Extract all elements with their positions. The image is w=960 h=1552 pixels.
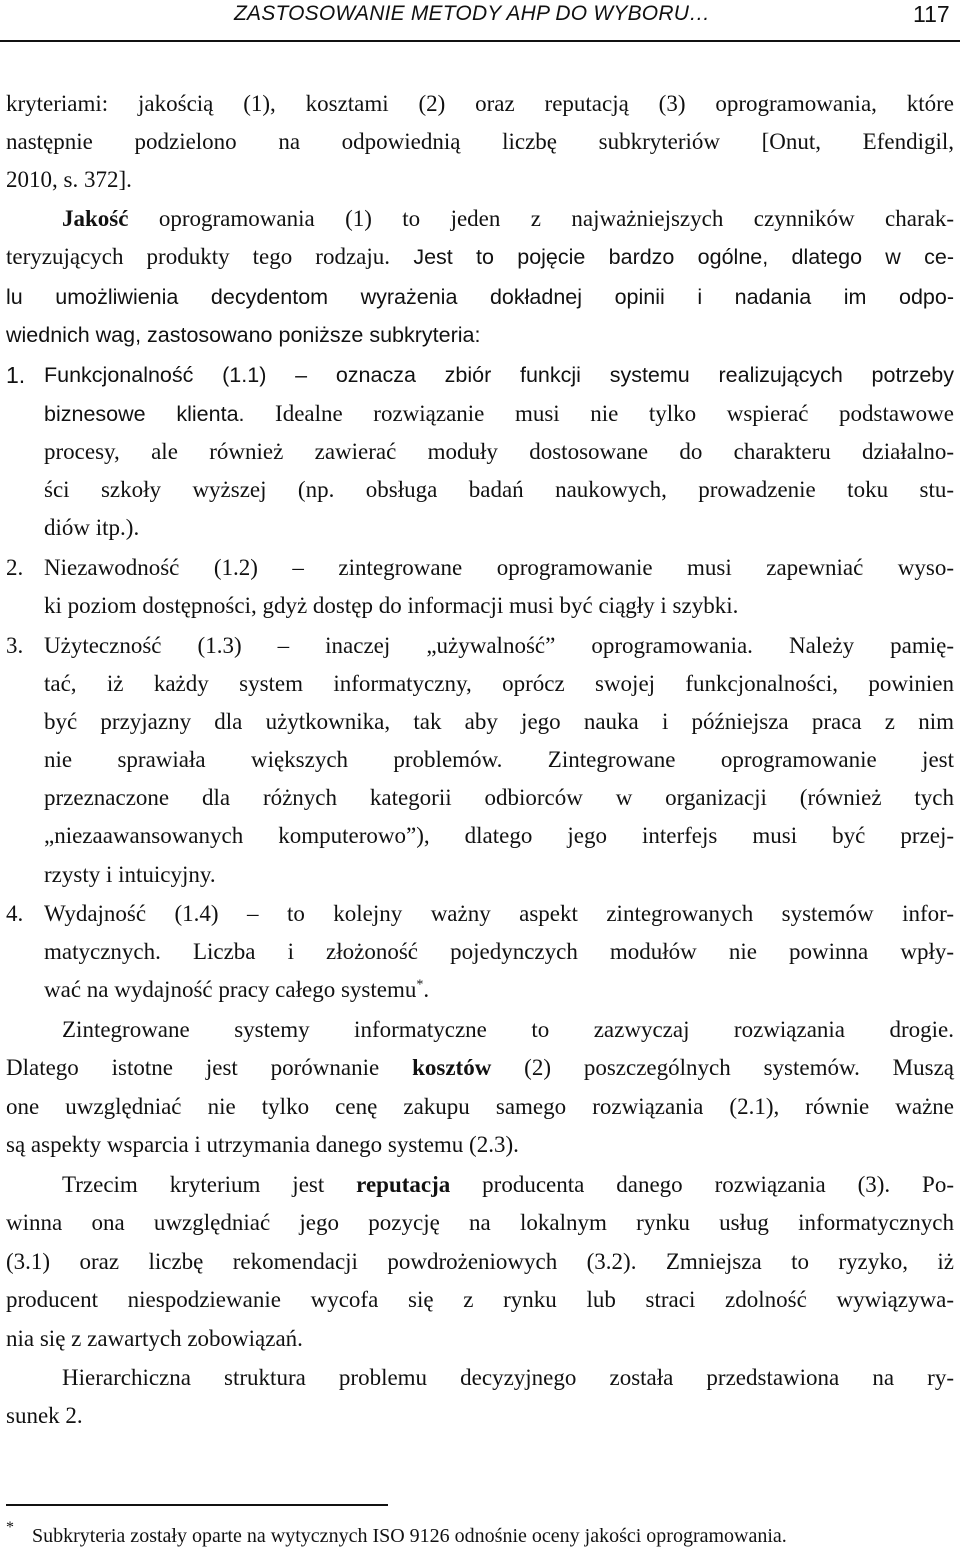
list-item-line: Wydajność (1.4) – to kolejny ważny aspekt zintegrowanych systemów infor- [44,901,954,926]
list-item-line: nie sprawiała większych problemów. Zintegrowane oprogramowanie jest [44,747,954,772]
list-item-line: być przyjazny dla użytkownika, tak aby jego nauka i późniejsza praca z nim [44,709,954,734]
list-marker: 3. [6,633,24,658]
list-item-line: rzysty i intuicyjny. [44,862,216,887]
paragraph-line: Trzecim kryterium jest reputacja producenta danego rozwiązania (3). Po- [62,1172,954,1197]
list-item-line: wać na wydajność pracy całego systemu*. [44,977,430,1002]
paragraph-line: następnie podzielono na odpowiednią liczbę subkryteriów [Onut, Efendigil, [6,129,954,154]
list-item-line: biznesowe klienta. Idealne rozwiązanie musi nie tylko wspierać podstawowe [44,401,954,426]
term-kosztow: kosztów [412,1055,492,1080]
paragraph-line: Jakość oprogramowania (1) to jeden z najważniejszych czynników charak- [62,206,954,231]
page-number: 117 [913,1,950,27]
header-rule [0,40,960,42]
list-item-line: tać, iż każdy system informatyczny, oprócz swojej funkcjonalności, powinien [44,671,954,696]
list-item-line: ści szkoły wyższej (np. obsługa badań naukowych, prowadzenie toku stu- [44,477,954,502]
paragraph-line: producent niespodziewanie wycofa się z rynku lub straci zdolność wywiązywa- [6,1287,954,1312]
list-marker: 4. [6,901,24,926]
list-marker: 1. [6,362,26,388]
list-item-line: Funkcjonalność (1.1) – oznacza zbiór funkcji systemu realizujących potrzeby [44,363,954,387]
list-item-line: przeznaczone dla różnych kategorii odbiorców w organizacji (również tych [44,785,954,810]
paragraph-line: lu umożliwienia decydentom wyrażenia dokładnej opinii i nadania im odpo- [6,285,954,309]
footnote-mark: * [6,1519,14,1536]
running-title: ZASTOSOWANIE METODY AHP DO WYBORU… [234,2,711,25]
term-reputacja: reputacja [356,1172,451,1197]
footnote-rule [6,1504,388,1506]
list-item-line: Użyteczność (1.3) – inaczej „używalność” oprogramowania. Należy pamię- [44,633,954,658]
list-item-line: Niezawodność (1.2) – zintegrowane oprogramowanie musi zapewniać wyso- [44,555,954,580]
footnote-reference: * [416,977,424,993]
term-jakosc: Jakość [62,206,129,231]
paragraph-line: one uwzględniać nie tylko cenę zakupu samego rozwiązania (2.1), równie ważne [6,1094,954,1119]
paragraph-line: są aspekty wsparcia i utrzymania danego systemu (2.3). [6,1132,519,1157]
list-item-line: diów itp.). [44,515,140,540]
paragraph-line: winna ona uwzględniać jego pozycję na lokalnym rynku usług informatycznych [6,1210,954,1235]
paragraph-line: kryteriami: jakością (1), kosztami (2) oraz reputacją (3) oprogramowania, które [6,91,954,116]
list-item-line: „niezaawansowanych komputerowo”), dlatego jego interfejs musi być przej- [44,823,954,848]
list-item-line: procesy, ale również zawierać moduły dostosowane do charakteru działalno- [44,439,954,464]
paragraph-line: sunek 2. [6,1403,83,1428]
footnote-text: Subkryteria zostały oparte na wytycznych ISO 9126 odnośnie oceny jakości oprogramowania. [32,1525,787,1547]
paragraph-line: nia się z zawartych zobowiązań. [6,1326,303,1351]
list-marker: 2. [6,555,24,580]
paragraph-line: (3.1) oraz liczbę rekomendacji powdrożeniowych (3.2). Zmniejsza to ryzyko, iż [6,1249,954,1274]
paragraph-line: Zintegrowane systemy informatyczne to zazwyczaj rozwiązania drogie. [62,1017,954,1042]
paragraph-line: teryzujących produkty tego rodzaju. Jest to pojęcie bardzo ogólne, dlatego w ce- [6,244,954,269]
list-item-line: matycznych. Liczba i złożoność pojedynczych modułów nie powinna wpły- [44,939,954,964]
paragraph-line: 2010, s. 372]. [6,167,132,192]
paragraph-line: wiednich wag, zastosowano poniższe subkryteria: [6,323,481,347]
paragraph-line: Dlatego istotne jest porównanie kosztów (2) poszczególnych systemów. Muszą [6,1055,955,1080]
paragraph-line: Hierarchiczna struktura problemu decyzyjnego została przedstawiona na ry- [62,1365,954,1390]
page-header [0,0,960,42]
list-item-line: ki poziom dostępności, gdyż dostęp do informacji musi być ciągły i szybki. [44,593,739,618]
